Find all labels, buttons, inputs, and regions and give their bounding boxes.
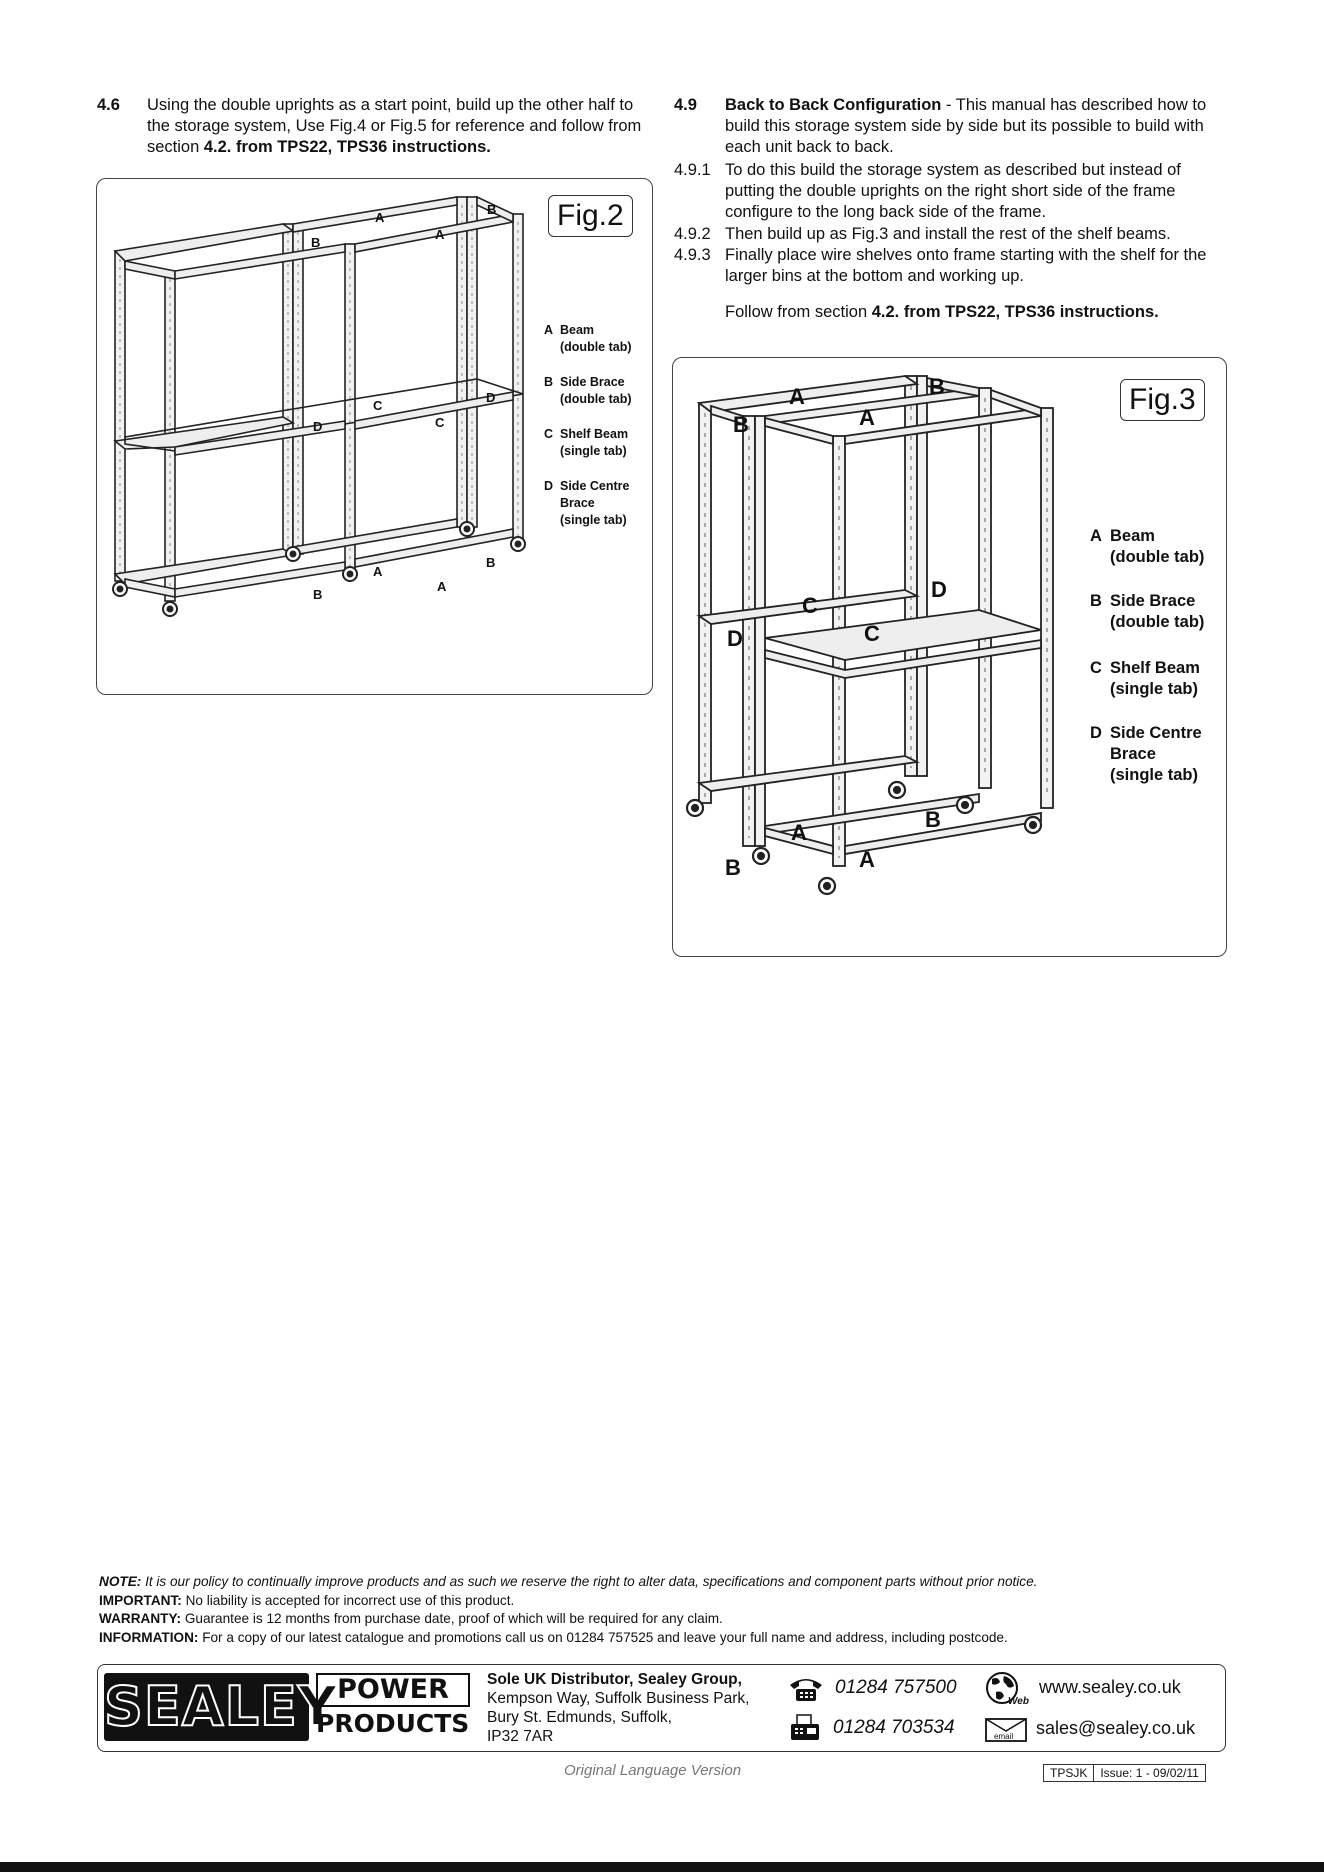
fig2-callout: C [435,415,445,430]
fig3-callout: C [864,621,880,646]
section-text: Then build up as Fig.3 and install the rest of the shelf beams. [725,225,1171,243]
document-code: TPSJK [1050,1766,1088,1780]
footer-box [97,1664,1226,1752]
fig2-callout: B [486,555,496,570]
figure-2-label: Fig.2 [548,195,633,237]
distributor-address: Sole UK Distributor, Sealey Group, Kempson Way, Suffolk Business Park, Bury St. Edmunds, Suffolk, IP32 7AR [487,1671,750,1745]
warranty-line: WARRANTY: Guarantee is 12 months from purchase date, proof of which will be required for any claim. [99,1611,723,1626]
sealey-logo: SEALEY [104,1673,309,1741]
legend-item-d: D Side Centre Brace (single tab) [544,479,630,527]
note-line: NOTE: It is our policy to continually improve products and as such we reserve the right to alter data, specifications and component parts without prior notice. [99,1574,1038,1589]
section-4-9-3 [674,245,1219,289]
legend-item-c: C Shelf Beam (single tab) [544,427,629,458]
fig2-callout: B [311,235,321,250]
power-label: POWER [316,1673,470,1707]
fig2-callout: A [373,564,383,579]
fig2-callout: D [486,390,496,405]
section-4-9-2 [674,224,1219,246]
fig2-callout: A [435,227,445,242]
legend-item-a: A Beam (double tab) [1090,527,1205,566]
section-number: 4.6 [97,96,120,114]
figure-2-legend [544,322,649,552]
legend-item-b: B Side Brace (double tab) [1090,592,1205,631]
envelope-icon-label: email [994,1732,1014,1741]
fig3-callout: A [859,405,875,430]
email-link[interactable]: sales@sealey.co.uk [1036,1718,1196,1738]
section-4-9 [674,95,1219,161]
figure-3-label: Fig.3 [1120,379,1205,421]
products-label: PRODUCTS [316,1709,470,1738]
envelope-icon [984,1717,1028,1743]
fax-number: 01284 703534 [833,1717,955,1738]
fig2-callout: A [375,210,385,225]
fig3-callout: C [802,593,818,618]
section-text: To do this build the storage system as described but instead of putting the double uprights on the right short side of the frame configure to the long back side of the frame. [725,161,1181,221]
fig3-callout: D [727,626,743,651]
section-number: 4.9 [674,96,697,114]
section-text: Using the double uprights as a start point, build up the other half to the storage system, Use Fig.4 or Fig.5 for reference and follow from section 4.2. from TPS22, TPS36 instructions. [147,96,642,156]
section-number: 4.9.3 [674,246,711,264]
information-line: INFORMATION: For a copy of our latest catalogue and promotions call us on 01284 757525 and leave your full name and address, including postcode. [99,1629,1008,1645]
fax-icon [788,1713,822,1743]
important-line: IMPORTANT: No liability is accepted for incorrect use of this product. [99,1592,515,1608]
section-4-9-1 [674,160,1219,226]
figure-3-legend [1090,526,1220,786]
legend-item-d: D Side Centre Brace (single tab) [1090,724,1202,784]
website-link[interactable]: www.sealey.co.uk [1039,1677,1181,1697]
fig2-callout: D [313,419,323,434]
legend-item-a: A Beam (double tab) [544,323,632,354]
fig2-callout: A [437,579,447,594]
fig3-callout: B [925,807,941,832]
fig2-callout: C [373,398,383,413]
figure-3 [672,357,1227,957]
issue-box [1043,1764,1206,1782]
fig3-callout: A [791,820,807,845]
fig2-callout: B [313,587,323,602]
bottom-border [0,1862,1324,1872]
fig2-callout: B [487,202,497,217]
section-4-6 [97,95,657,161]
fig3-callout: A [859,847,875,872]
issue-date: Issue: 1 - 09/02/11 [1093,1765,1205,1781]
fig3-callout: D [931,577,947,602]
fig3-callout: B [725,855,741,880]
legend-item-b: B Side Brace (double tab) [544,375,632,406]
phone-icon [788,1675,824,1703]
section-number: 4.9.1 [674,161,711,179]
figure-2 [96,178,653,695]
follow-instructions: Follow from section 4.2. from TPS22, TPS36 instructions. [725,303,1159,321]
fig3-callout: A [789,384,805,409]
section-number: 4.9.2 [674,225,711,243]
fig3-callout: B [929,374,945,399]
section-text: Back to Back Configuration - This manual has described how to build this storage system side by side but its possible to build with each unit back to back. [725,96,1207,156]
original-language-version: Original Language Version [564,1762,742,1779]
globe-icon-label: Web [1008,1696,1029,1707]
legend-item-c: C Shelf Beam (single tab) [1090,659,1200,698]
section-text: Finally place wire shelves onto frame starting with the shelf for the larger bins at the bottom and working up. [725,246,1207,285]
globe-icon [982,1670,1030,1708]
phone-number: 01284 757500 [835,1677,957,1698]
fig3-callout: B [733,412,749,437]
notes-block [99,1573,1219,1647]
